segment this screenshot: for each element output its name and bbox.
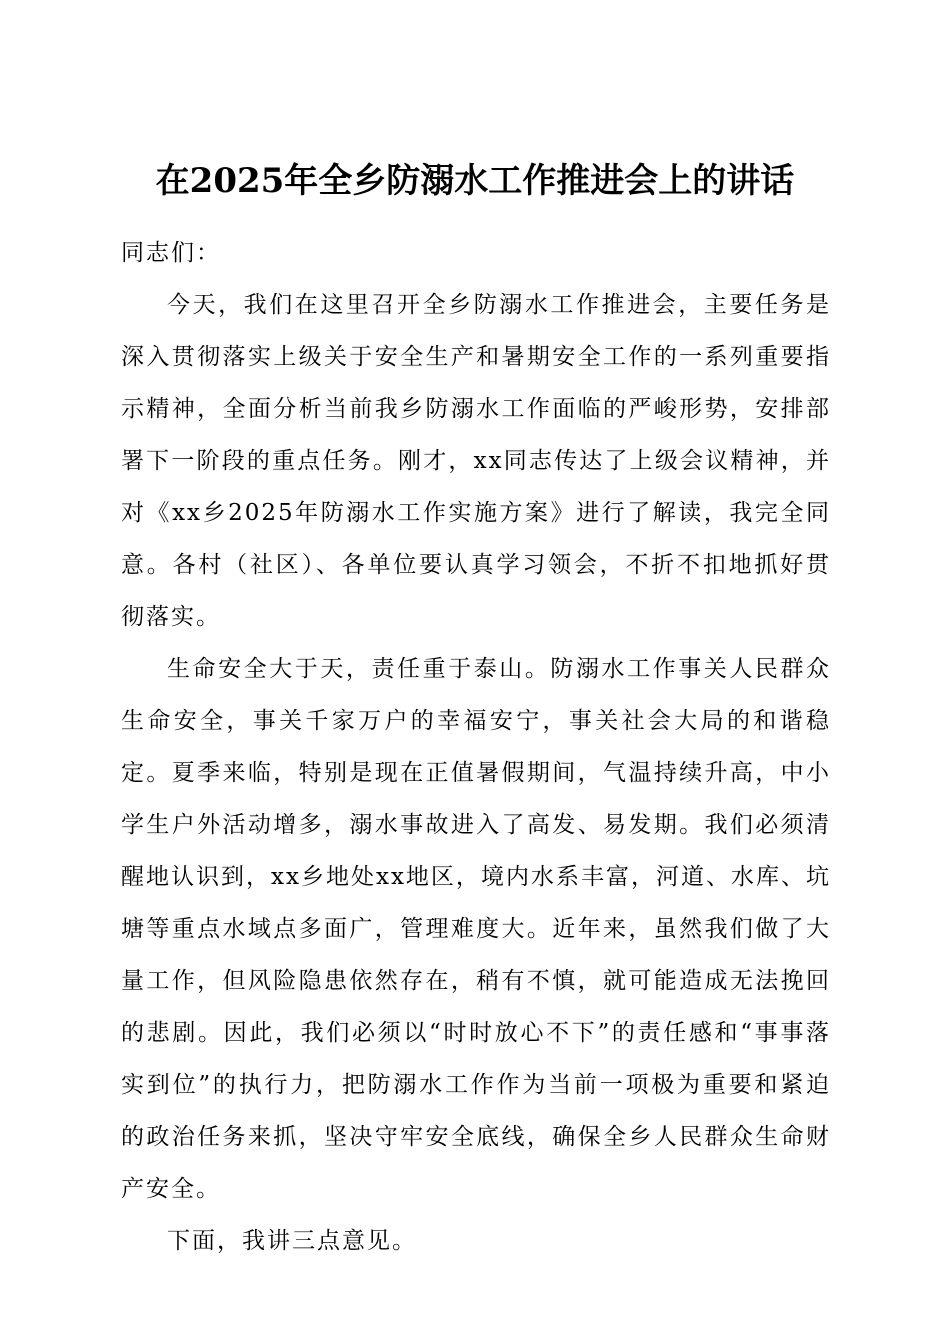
salutation: 同志们： xyxy=(121,240,221,266)
paragraph-situation: 生命安全大于天，责任重于泰山。防溺水工作事关人民群众生命安全，事关千家万户的幸福安宁，事关社会大局的和谐稳定。夏季来临，特别是现在正值暑假期间，气温持续升高，中小学生户外活动增多，溺水事故进入了高发、易发期。我们必须清醒地认识到，xx乡地处xx地区，境内水系丰富，河道、水库、坑塘等重点水域点多面广，管理难度大。近年来，虽然我们做了大量工作，但风险隐患依然存在，稍有不慎，就可能造成无法挽回的悲剧。因此，我们必须以“时时放心不下”的责任感和“事事落实到位”的执行力，把防溺水工作作为当前一项极为重要和紧迫的政治任务来抓，坚决守牢安全底线，确保全乡人民群众生命财产安全。 xyxy=(121,656,831,1202)
document-title: 在2025年全乡防溺水工作推进会上的讲话 xyxy=(155,160,795,201)
paragraph-opening: 今天，我们在这里召开全乡防溺水工作推进会，主要任务是深入贯彻落实上级关于安全生产和暑期安全工作的一系列重要指示精神，全面分析当前我乡防溺水工作面临的严峻形势，安排部署下一阶段的重点任务。刚才，xx同志传达了上级会议精神，并对《xx乡2025年防溺水工作实施方案》进行了解读，我完全同意。各村（社区）、各单位要认真学习领会，不折不扣地抓好贯彻落实。 xyxy=(121,292,831,630)
paragraph-transition: 下面，我讲三点意见。 xyxy=(167,1228,417,1254)
document-body xyxy=(121,227,831,1267)
